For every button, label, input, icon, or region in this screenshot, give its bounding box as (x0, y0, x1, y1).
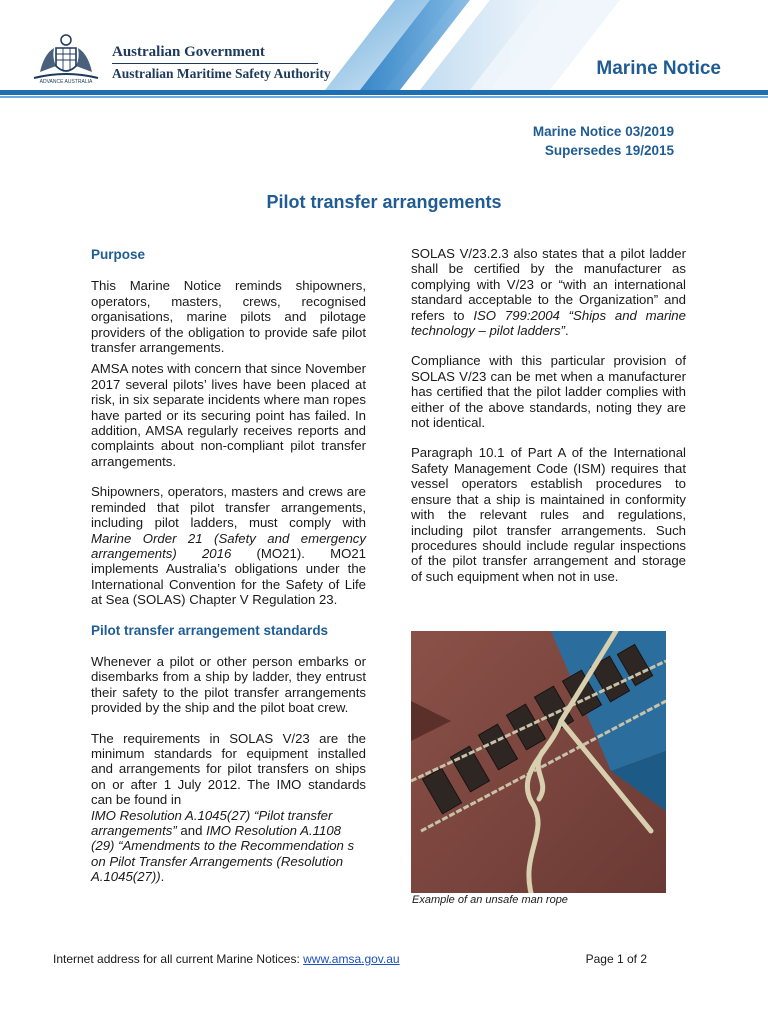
notice-number: Marine Notice 03/2019 (532, 124, 674, 139)
amsa-website-link[interactable]: www.amsa.gov.au (303, 952, 400, 966)
imo-resolutions: IMO Resolution A.1045(27) “Pilot transfer arrangements” and IMO Resolution A.1108 (29) “Amendments to the Recommendation s on Pilot Transfer Arrangements (Resolution A.1045(27)). (91, 807, 355, 885)
notice-reference (533, 122, 674, 160)
marine-order-reference: Marine Order 21 (Safety and emergency arrangements) 2016 (91, 530, 366, 561)
header-title: Marine Notice (596, 58, 721, 79)
government-name: Australian Government (112, 44, 265, 60)
paragraph: Whenever a pilot or other person embarks or disembarks from a ship by ladder, they entrust their safety to the pilot transfer arrangements provided by the ship and the pilot boat crew. (91, 653, 366, 716)
photo-caption: Example of an unsafe man rope (412, 894, 568, 906)
paragraph: Paragraph 10.1 of Part A of the International Safety Management Code (ISM) requires that vessel operators establish procedures to ensure that a ship is maintained in conformity with the relevant rules and regulations, including pilot transfer arrangements. Such procedures should include regular inspections of the pilot transfer arrangement and storage of such equipment when not in use. (411, 445, 686, 584)
header-bar-light (0, 96, 768, 98)
left-column (91, 247, 366, 900)
paragraph: This Marine Notice reminds shipowners, operators, masters, crews, recognised organisations, marine pilots and pilotage providers of the obligation to provide safe pilot transfer arrangements. (91, 278, 366, 356)
iso-reference: ISO 799:2004 “Ships and marine technology – pilot ladders” (411, 307, 686, 339)
unsafe-man-rope-photo (411, 631, 666, 893)
coat-of-arms-icon (30, 32, 102, 84)
standards-heading: Pilot transfer arrangement standards (91, 622, 329, 638)
header-bar (0, 90, 768, 95)
svg-text:ADVANCE AUSTRALIA: ADVANCE AUSTRALIA (39, 79, 93, 84)
notice-supersedes: Supersedes 19/2015 (544, 143, 674, 158)
page-number: Page 1 of 2 (585, 952, 647, 966)
paragraph: SOLAS V/23.2.3 also states that a pilot ladder shall be certified by the manufacturer as complying with V/23 or “with an international standard acceptable to the Organization” and refers to ISO 799:2004 “Ships and marine technology – pilot ladders”. (411, 246, 686, 339)
paragraph: AMSA notes with concern that since November 2017 several pilots’ lives have been placed at risk, in six separate incidents where man ropes have parted or its securing point has failed. In addition, AMSA regularly receives reports and complaints about non-compliant pilot transfer arrangements. (91, 361, 366, 469)
paragraph: The requirements in SOLAS V/23 are the minimum standards for equipment installed and arrangements for pilot transfers on ships on or after 1 July 2012. The IMO standards can be found in (91, 730, 366, 808)
agency-name: Australian Maritime Safety Authority (112, 66, 331, 81)
purpose-heading: Purpose (91, 247, 146, 262)
document-title: Pilot transfer arrangements (266, 192, 502, 212)
branding-divider (112, 63, 318, 64)
paragraph: Shipowners, operators, masters and crews are reminded that pilot transfer arrangements, including pilot ladders, must comply with Marine Order 21 (Safety and emergency arrangements) 2016 (MO21). MO21 implements Australia’s obligations under the International Convention for the Safety of Life at Sea (SOLAS) Chapter V Regulation 23. (91, 484, 366, 608)
paragraph: Compliance with this particular provision of SOLAS V/23 can be met when a manufacturer has certified that the pilot ladder complies with either of the above standards, noting they are not identical. (411, 353, 686, 431)
right-column (411, 246, 686, 599)
footer-internet-address: Internet address for all current Marine Notices: www.amsa.gov.au (53, 952, 400, 966)
page-header (0, 0, 768, 100)
